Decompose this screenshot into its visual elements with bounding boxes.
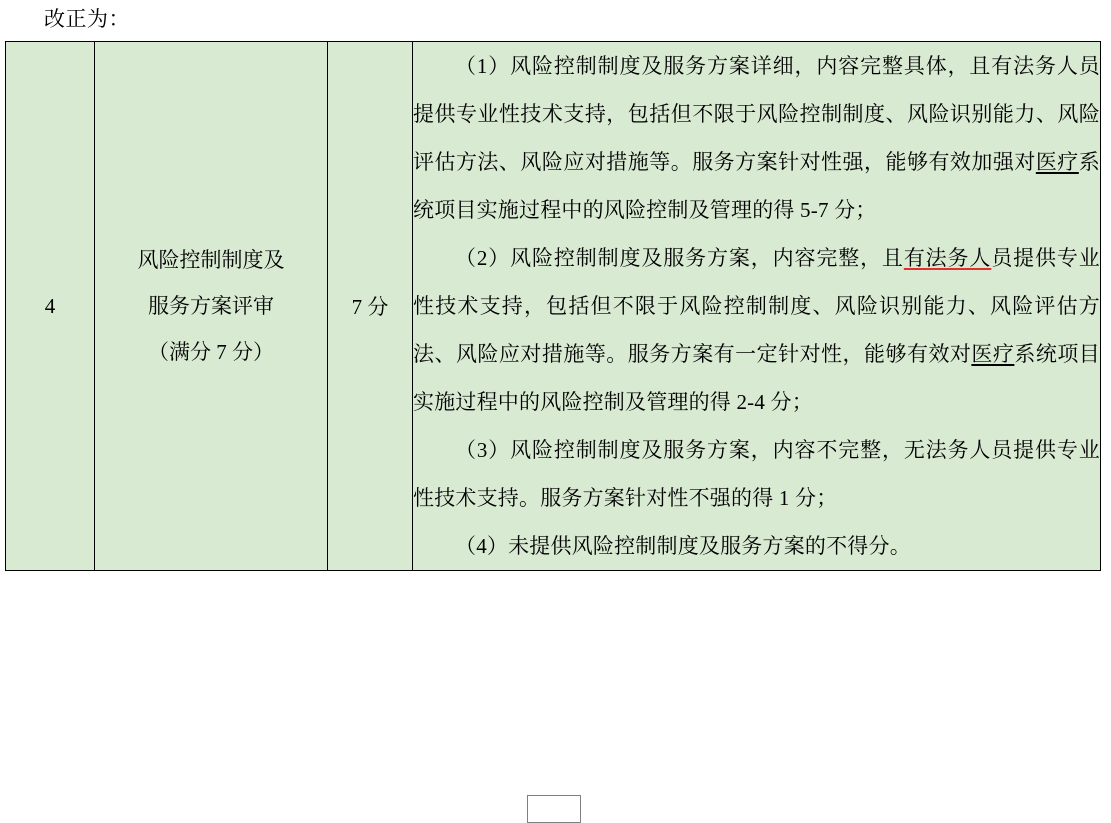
criteria-paragraph: （2）风险控制制度及服务方案，内容完整，且有法务人员提供专业性技术支持，包括但不限于风险控制制度、风险识别能力、风险评估方法、风险应对措施等。服务方案有一定针对性，能够有效对医疗系统项目实施过程中的风险控制及管理的得 2-4 分； [413,246,1101,414]
criteria-paragraph: （4）未提供风险控制制度及服务方案的不得分。 [455,534,911,558]
row-item-line: 服务方案评审 [148,294,274,318]
table-row [6,42,1101,571]
row-item-line: 风险控制制度及 [137,248,285,272]
row-criteria-cell [413,42,1101,571]
row-item-cell [95,42,328,571]
row-number-cell: 4 [6,42,95,571]
intro-text: 改正为： [44,7,130,31]
page-footer-box [527,795,581,823]
criteria-paragraph: （1）风险控制制度及服务方案详细，内容完整具体，且有法务人员提供专业性技术支持，包括但不限于风险控制制度、风险识别能力、风险评估方法、风险应对措施等。服务方案针对性强，能够有效加强对医疗系统项目实施过程中的风险控制及管理的得 5-7 分； [413,54,1100,222]
row-score-cell: 7 分 [328,42,413,571]
row-item-line: （满分 7 分） [148,340,274,364]
criteria-paragraph: （3）风险控制制度及服务方案，内容不完整，无法务人员提供专业性技术支持。服务方案针对性不强的得 1 分； [413,438,1100,510]
scoring-criteria-table [5,41,1101,571]
